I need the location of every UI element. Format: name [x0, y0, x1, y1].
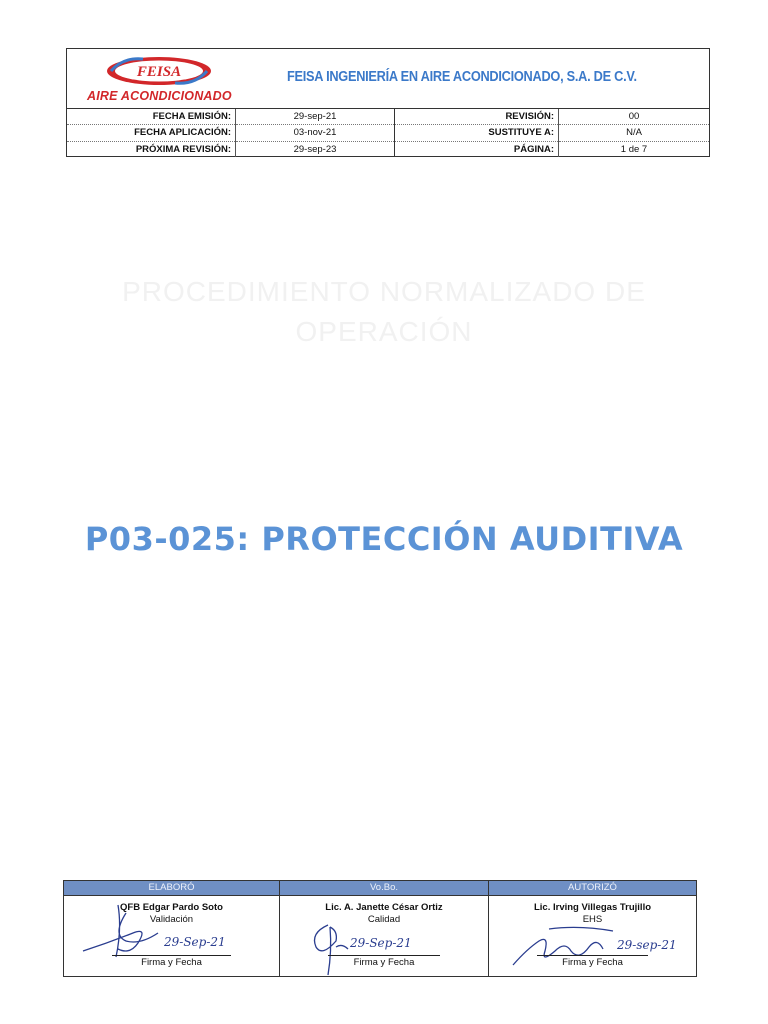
label-fecha-emision: FECHA EMISIÓN: [67, 109, 236, 125]
label-proxima-revision: PRÓXIMA REVISIÓN: [135, 143, 231, 155]
procedure-type-line-2: OPERACIÓN [295, 316, 473, 347]
label-sustituye: SUSTITUYE A: [395, 125, 559, 141]
signer-name: Lic. A. Janette César Ortiz [325, 902, 443, 913]
signature-footer: Firma y Fecha [141, 957, 202, 968]
signature-footer: Firma y Fecha [562, 957, 623, 968]
document-header [66, 48, 710, 157]
value-proxima-revision: 29-sep-23 [236, 141, 395, 157]
value-fecha-aplicacion: 03-nov-21 [236, 125, 395, 141]
table-row [67, 141, 709, 157]
handwritten-date: 29-sep-21 [617, 938, 677, 952]
signature-column-vobo [279, 881, 488, 976]
table-row [67, 125, 709, 141]
value-pagina: 1 de 7 [559, 141, 710, 157]
signer-role: Validación [149, 914, 194, 925]
signature-block [63, 880, 697, 977]
label-fecha-aplicacion: FECHA APLICACIÓN: [67, 125, 236, 141]
signature-column-autorizo [488, 881, 696, 976]
value-revision: 00 [559, 109, 710, 125]
procedure-type-line-1: PROCEDIMIENTO NORMALIZADO DE [122, 276, 646, 307]
handwritten-signature-icon [78, 899, 168, 961]
signer-role: Calidad [367, 914, 401, 925]
company-name: FEISA INGENIERÍA EN AIRE ACONDICIONADO, S.A. DE C.V. [287, 69, 637, 85]
signature-footer: Firma y Fecha [353, 957, 415, 968]
company-logo [85, 55, 235, 107]
signature-column-elaboro [64, 881, 279, 976]
logo-subtext: AIRE ACONDICIONADO [87, 89, 232, 103]
signature-line [112, 955, 231, 956]
handwritten-date: 29-Sep-21 [350, 936, 412, 950]
signature-line [328, 955, 440, 956]
value-sustituye: N/A [559, 125, 710, 141]
signature-heading: AUTORIZÓ [489, 881, 696, 896]
signature-heading: ELABORÓ [64, 881, 279, 896]
feisa-logo-icon [103, 55, 215, 87]
document-title: P03-025: PROTECCIÓN AUDITIVA [84, 520, 684, 558]
svg-text:FEISA: FEISA [136, 64, 182, 80]
signature-line [537, 955, 648, 956]
label-revision: REVISIÓN: [395, 109, 559, 125]
signature-heading: Vo.Bo. [280, 881, 488, 896]
label-pagina: PÁGINA: [395, 141, 559, 157]
signer-role: EHS [582, 914, 603, 925]
document-control-table [67, 109, 709, 157]
handwritten-date: 29-Sep-21 [164, 935, 226, 949]
header-top-row [67, 49, 709, 109]
value-fecha-emision: 29-sep-21 [236, 109, 395, 125]
signer-name: Lic. Irving Villegas Trujillo [533, 902, 652, 913]
table-row [67, 109, 709, 125]
signer-name: QFB Edgar Pardo Soto [120, 902, 223, 913]
